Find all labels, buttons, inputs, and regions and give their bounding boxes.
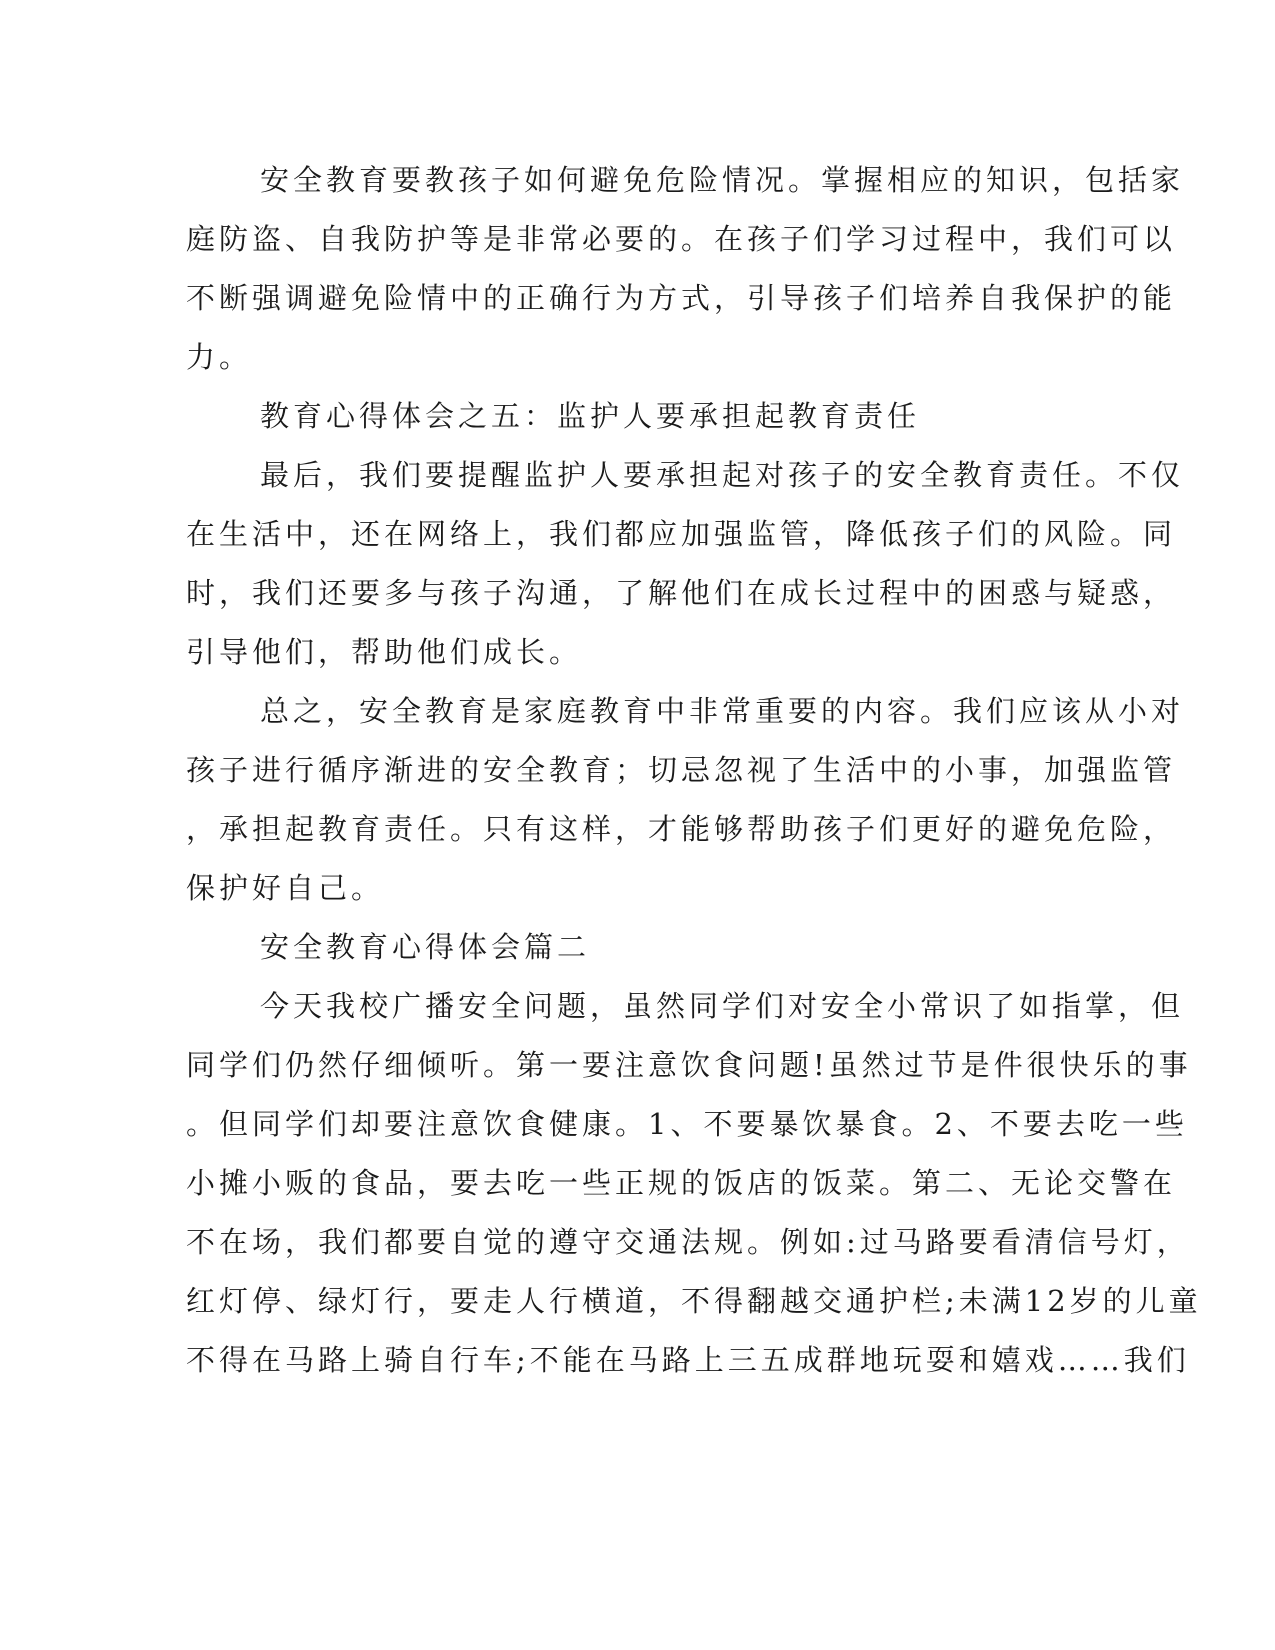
text-line: ，承担起教育责任。只有这样，才能够帮助孩子们更好的避免危险， <box>186 812 1177 846</box>
text-line: 孩子进行循序渐进的安全教育；切忌忽视了生活中的小事，加强监管 <box>186 753 1177 787</box>
text-line: 。但同学们却要注意饮食健康。1、不要暴饮暴食。2、不要去吃一些 <box>186 1107 1188 1141</box>
text-line: 时，我们还要多与孩子沟通，了解他们在成长过程中的困惑与疑惑， <box>186 576 1177 610</box>
text-line: 不得在马路上骑自行车;不能在马路上三五成群地玩耍和嬉戏……我们 <box>186 1343 1190 1377</box>
text-line: 红灯停、绿灯行，要走人行横道，不得翻越交通护栏;未满12岁的儿童 <box>186 1284 1202 1318</box>
text-line: 小摊小贩的食品，要去吃一些正规的饭店的饭菜。第二、无论交警在 <box>186 1166 1177 1200</box>
section-heading: 安全教育心得体会篇二 <box>260 930 591 964</box>
text-line: 今天我校广播安全问题，虽然同学们对安全小常识了如指掌，但 <box>260 989 1185 1023</box>
text-line: 庭防盗、自我防护等是非常必要的。在孩子们学习过程中，我们可以 <box>186 222 1177 256</box>
text-line: 在生活中，还在网络上，我们都应加强监管，降低孩子们的风险。同 <box>186 517 1177 551</box>
text-line: 最后，我们要提醒监护人要承担起对孩子的安全教育责任。不仅 <box>260 458 1185 492</box>
text-line: 总之，安全教育是家庭教育中非常重要的内容。我们应该从小对 <box>260 694 1185 728</box>
text-line: 不在场，我们都要自觉的遵守交通法规。例如:过马路要看清信号灯， <box>186 1225 1190 1259</box>
text-line: 不断强调避免险情中的正确行为方式，引导孩子们培养自我保护的能 <box>186 281 1177 315</box>
text-line: 力。 <box>186 340 253 374</box>
section-heading: 教育心得体会之五：监护人要承担起教育责任 <box>260 399 921 433</box>
text-line: 引导他们，帮助他们成长。 <box>186 635 583 669</box>
text-line: 保护好自己。 <box>186 871 385 905</box>
text-line: 安全教育要教孩子如何避免危险情况。掌握相应的知识，包括家 <box>260 163 1185 197</box>
text-line: 同学们仍然仔细倾听。第一要注意饮食问题!虽然过节是件很快乐的事 <box>186 1048 1192 1082</box>
